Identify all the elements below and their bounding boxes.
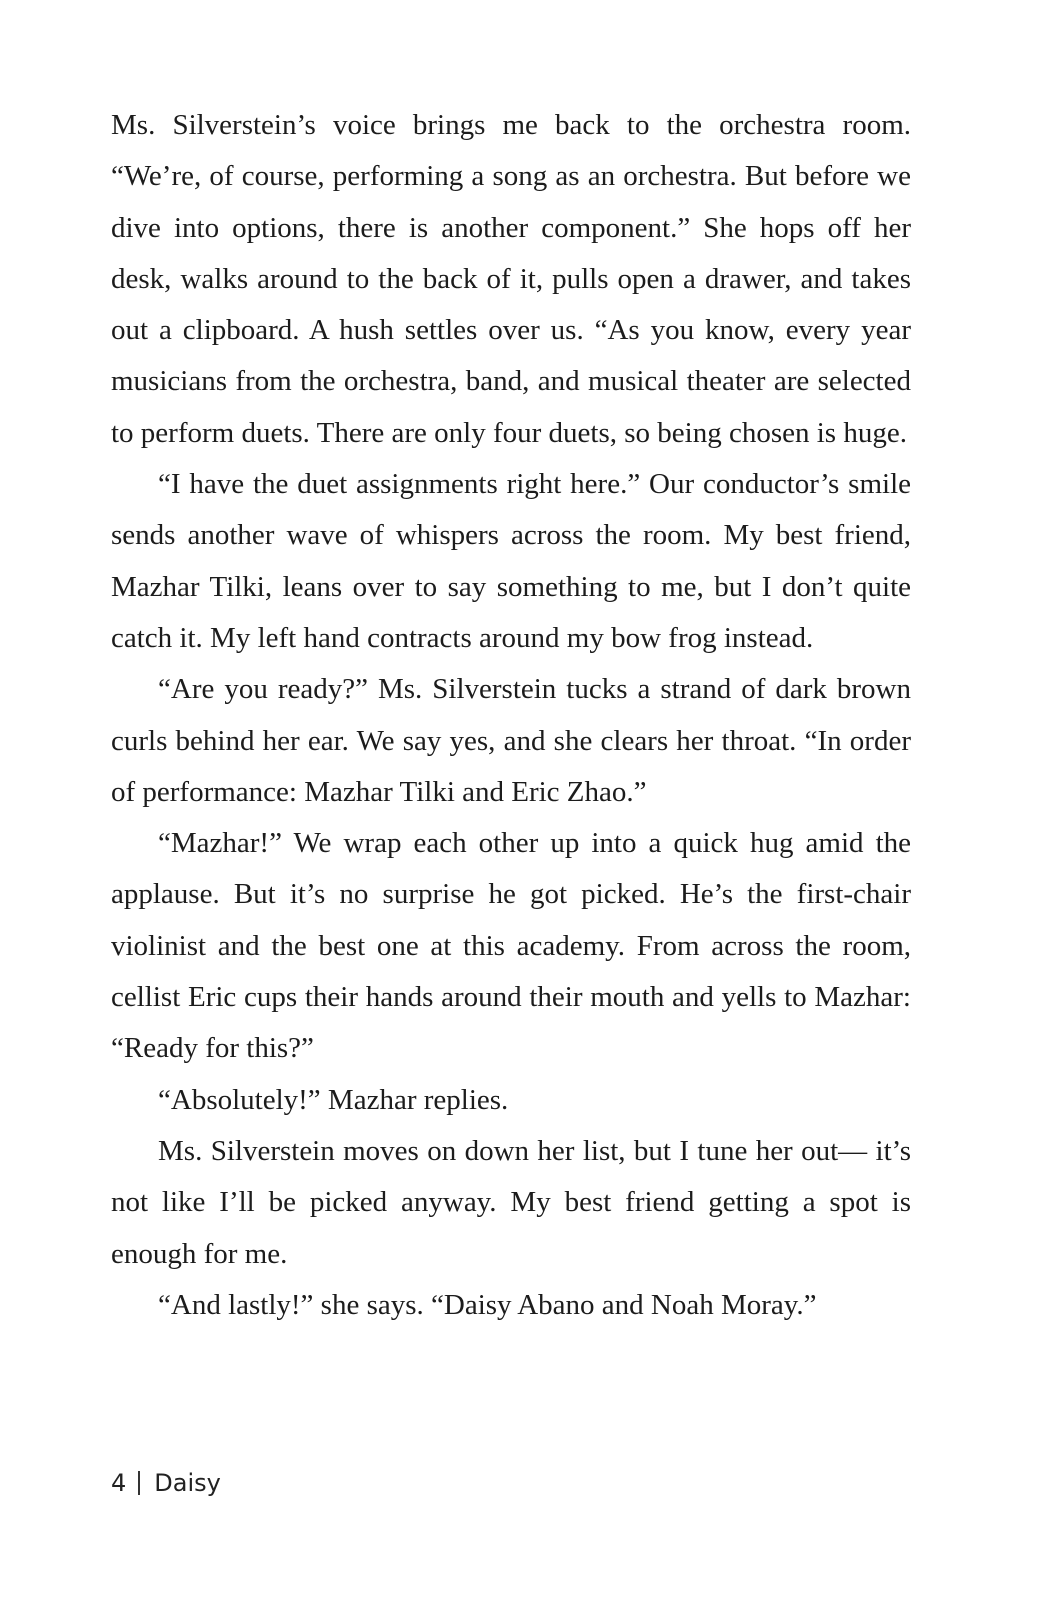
body-text [111,100,911,1331]
footer-divider [138,1471,140,1495]
page-number: 4 [111,1469,127,1497]
paragraph: “Mazhar!” We wrap each other up into a quick hug amid the applause. But it’s no surprise he got picked. He’s the first-chair violinist and the best one at this academy. From across the room, cellist Eric cups their hands around their mouth and yells to Mazhar: “Ready for this?” [111,827,911,1065]
paragraph: “And lastly!” she says. “Daisy Abano and Noah Moray.” [158,1288,817,1321]
paragraph: “Are you ready?” Ms. Silverstein tucks a strand of dark brown curls behind her ear. We say yes, and she clears her throat. “In order of performance: Mazhar Tilki and Eric Zhao.” [111,673,911,808]
paragraph: Ms. Silverstein moves on down her list, but I tune her out— it’s not like I’ll be picked anyway. My best friend getting a spot is enough for me. [111,1134,911,1270]
paragraph: Ms. Silverstein’s voice brings me back to the orchestra room. “We’re, of course, performing a song as an orchestra. But before we dive into options, there is another component.” She hops off her desk, walks around to the back of it, pulls open a drawer, and takes out a clipboard. A hush settles over us. “As you know, every year musicians from the orchestra, band, and musical theater are selected to perform duets. There are only four duets, so being chosen is huge. [111,109,911,449]
paragraph: “Absolutely!” Mazhar replies. [158,1083,509,1116]
page-footer [111,1469,221,1497]
chapter-name: Daisy [154,1469,221,1497]
paragraph: “I have the duet assignments right here.” Our conductor’s smile sends another wave of whispers across the room. My best friend, Mazhar Tilki, leans over to say something to me, but I don’t quite catch it. My left hand contracts around my bow frog instead. [111,468,911,654]
